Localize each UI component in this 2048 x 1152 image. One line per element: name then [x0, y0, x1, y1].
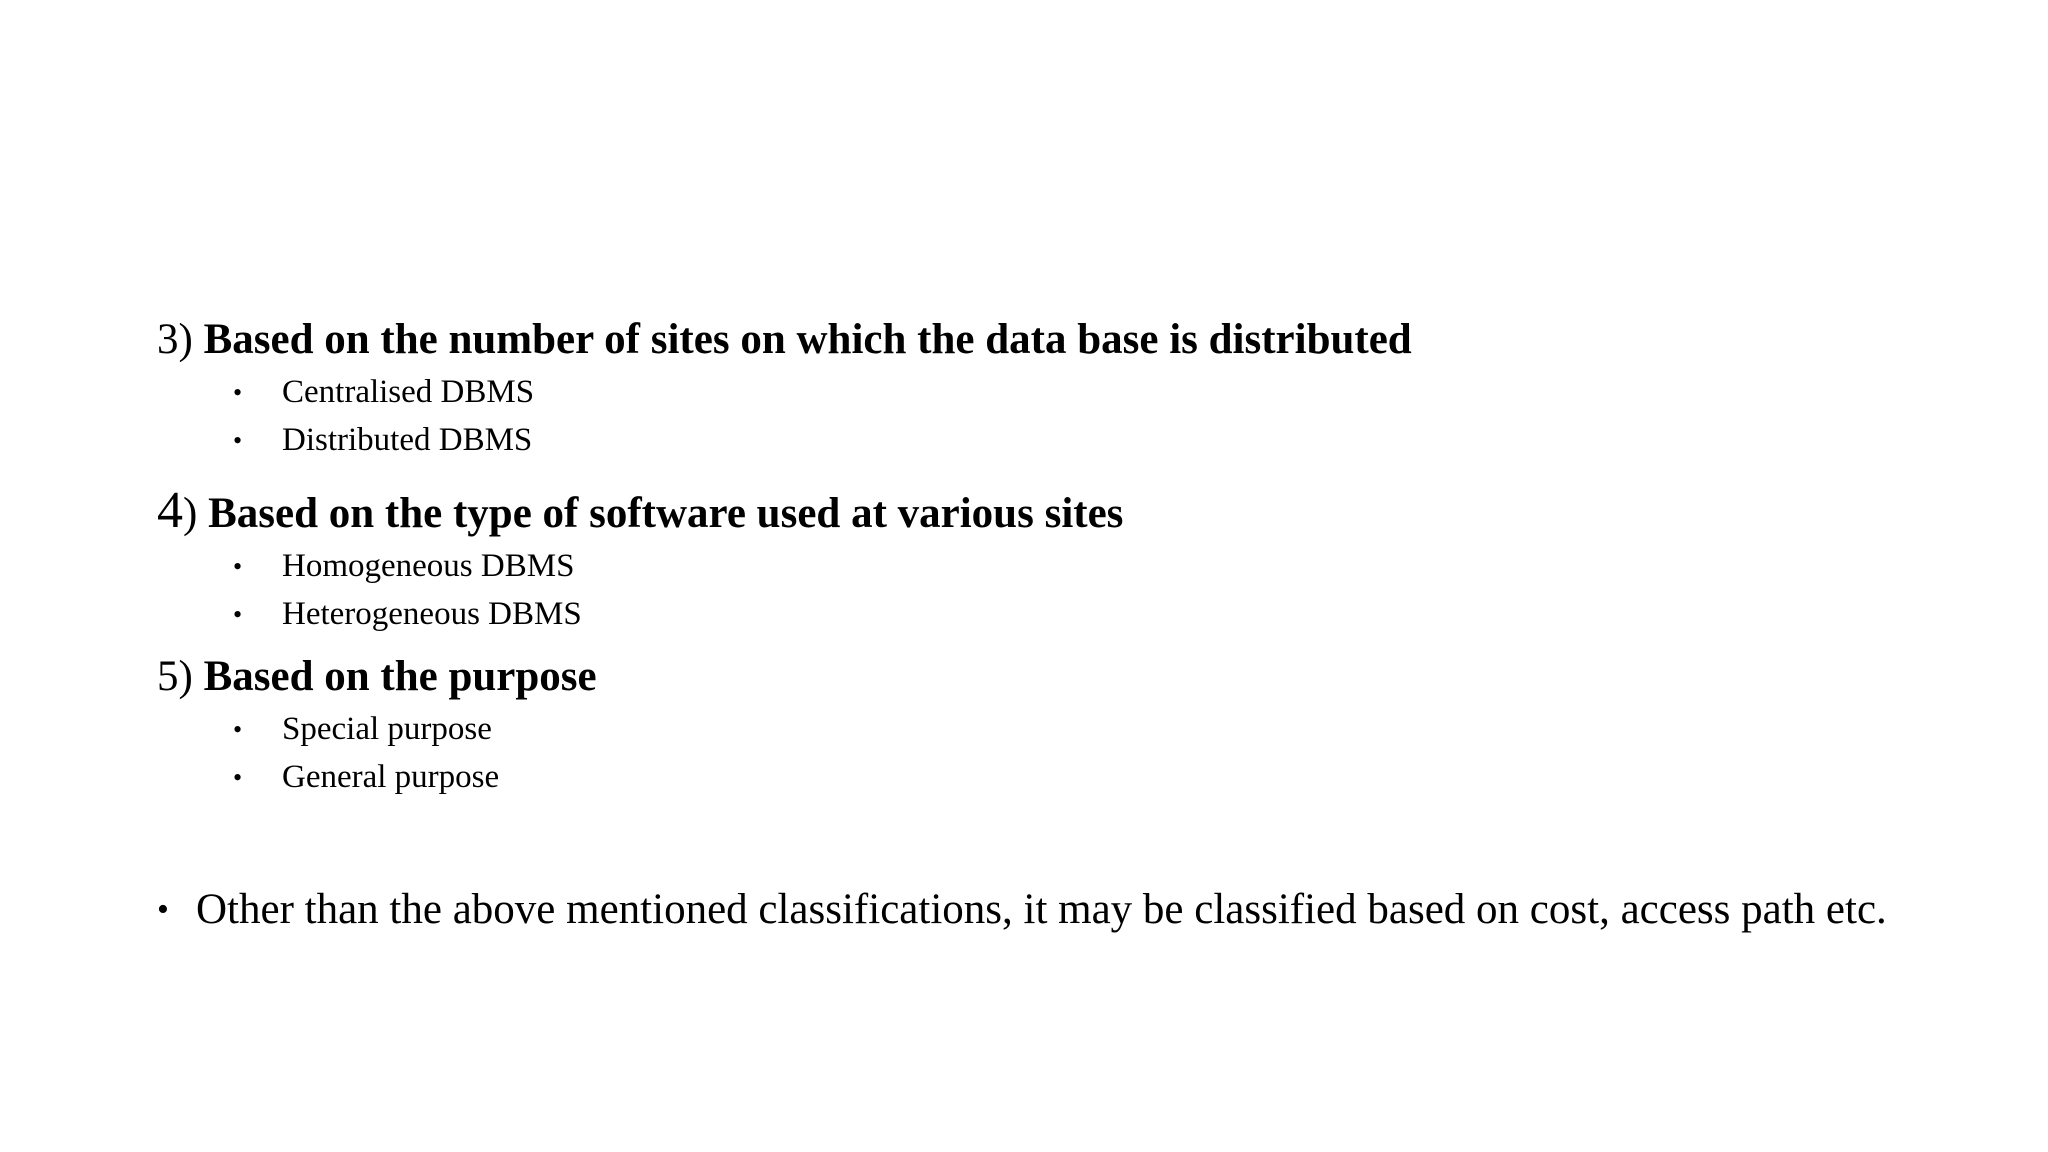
- list-item-label: Special purpose: [282, 711, 492, 747]
- list-item-label: Homogeneous DBMS: [282, 548, 575, 584]
- list-item-centralised-dbms: [233, 376, 534, 409]
- list-item-label: Heterogeneous DBMS: [282, 596, 582, 632]
- section-4-title: Based on the type of software used at various sites: [208, 490, 1124, 537]
- bullet-icon: •: [157, 891, 169, 928]
- section-5-title: Based on the purpose: [203, 653, 597, 700]
- list-item-general-purpose: [233, 761, 499, 794]
- list-item-label: Distributed DBMS: [282, 422, 533, 458]
- list-item-distributed-dbms: [233, 424, 532, 457]
- bullet-icon: •: [233, 715, 243, 744]
- list-item-label: General purpose: [282, 759, 500, 795]
- bullet-icon: •: [233, 600, 243, 629]
- bullet-icon: •: [233, 763, 243, 792]
- closing-note: [157, 888, 1887, 931]
- section-5-number: 5): [157, 653, 193, 700]
- bullet-icon: •: [233, 378, 243, 407]
- list-item-homogeneous-dbms: [233, 550, 574, 583]
- bullet-icon: •: [233, 552, 243, 581]
- section-4-number: 4: [157, 482, 183, 539]
- section-3-title: Based on the number of sites on which the data base is distributed: [203, 316, 1412, 363]
- section-3-heading: [157, 318, 1412, 361]
- list-item-heterogeneous-dbms: [233, 598, 582, 631]
- section-3-number: 3): [157, 316, 193, 363]
- closing-note-text: Other than the above mentioned classifications, it may be classified based on cost, access path etc.: [196, 886, 1887, 933]
- list-item-special-purpose: [233, 713, 492, 746]
- section-5-heading: [157, 655, 597, 698]
- list-item-label: Centralised DBMS: [282, 374, 535, 410]
- section-4-number-suffix: ): [183, 490, 198, 537]
- section-4-heading: [157, 482, 1124, 539]
- bullet-icon: •: [233, 426, 243, 455]
